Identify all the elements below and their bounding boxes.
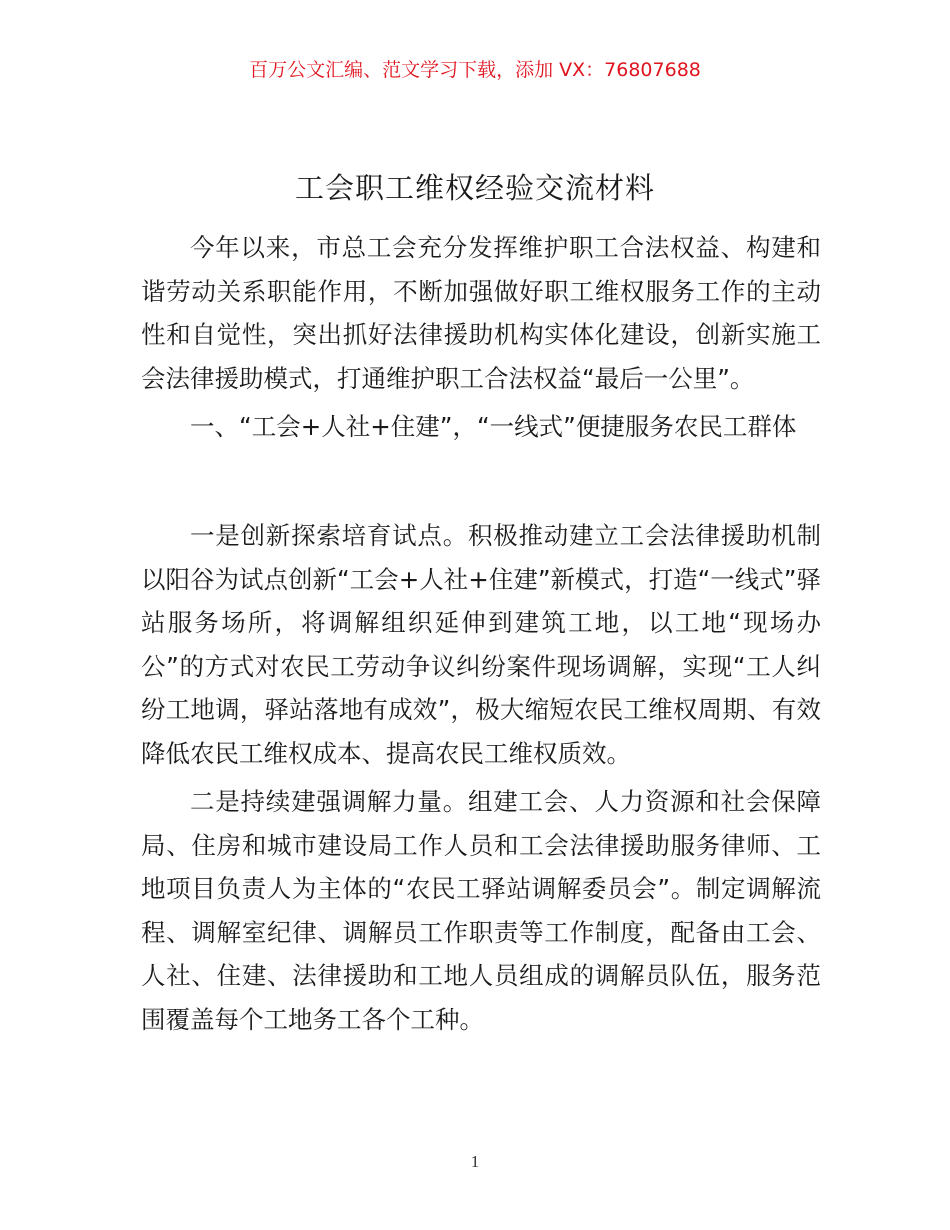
page-number: 1 xyxy=(470,1152,480,1171)
section-heading-text: 一、“工会+人社+住建”，“一线式”便捷服务农民工群体 xyxy=(190,412,797,441)
section-heading-1 xyxy=(141,405,821,449)
header-banner: 百万公文汇编、范文学习下载，添加 VX：76807688 xyxy=(249,59,701,81)
document-paragraph-pilot xyxy=(141,514,821,775)
document-title: 工会职工维权经验交流材料 xyxy=(294,171,655,205)
paragraph-text: 一是创新探索培育试点。积极推动建立工会法律援助机制以阳谷为试点创新“工会+人社+住建”新模式，打造“一线式”驿站服务场所，将调解组织延伸到建筑工地，以工地“现场办公”的方式对农民工劳动争议纠纷案件现场调解，实现“工人纠纷工地调，驿站落地有成效”，极大缩短农民工维权周期、有效降低农民工维权成本、提高农民工维权质效。 xyxy=(141,521,821,768)
paragraph-text: 二是持续建强调解力量。组建工会、人力资源和社会保障局、住房和城市建设局工作人员和工会法律援助服务律师、工地项目负责人为主体的“农民工驿站调解委员会”。制定调解流程、调解室纪律、调解员工作职责等工作制度，配备由工会、人社、住建、法律援助和工地人员组成的调解员队伍，服务范围覆盖每个工地务工各个工种。 xyxy=(141,787,821,1034)
document-paragraph-intro xyxy=(141,226,821,400)
document-paragraph-mediation xyxy=(141,780,821,1041)
paragraph-text: 今年以来，市总工会充分发挥维护职工合法权益、构建和谐劳动关系职能作用，不断加强做好职工维权服务工作的主动性和自觉性，突出抓好法律援助机构实体化建设，创新实施工会法律援助模式，打通维护职工合法权益“最后一公里”。 xyxy=(141,233,821,393)
